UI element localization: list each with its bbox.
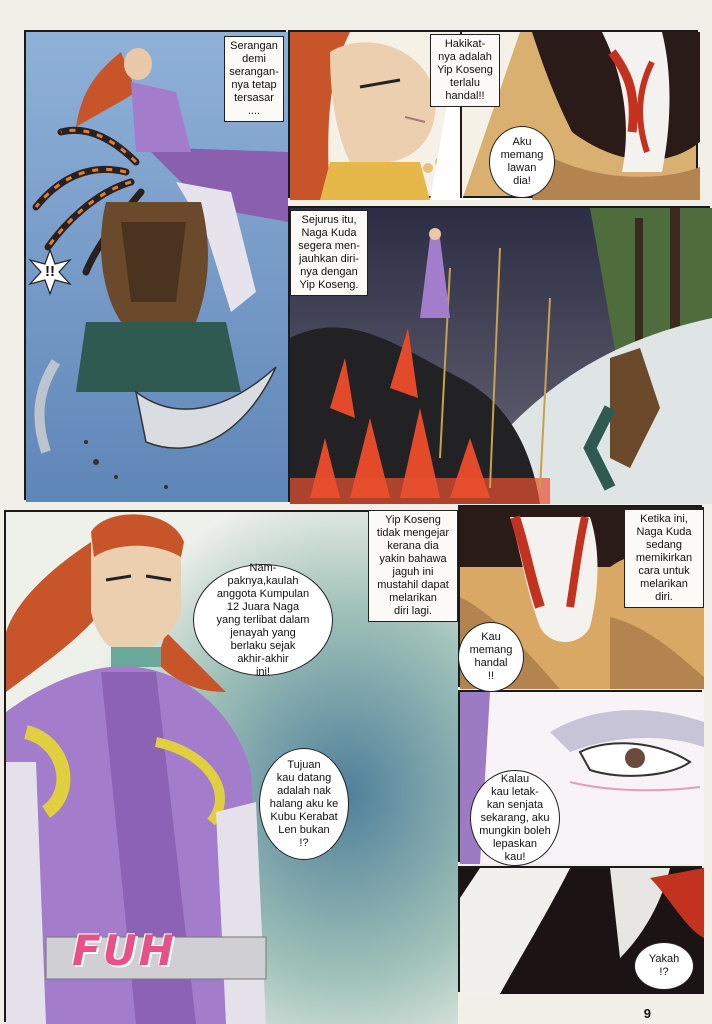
panel-5-bubble-bottom: Tujuan kau datang adalah nak halang aku ke Kubu Kerabat Len bukan !?: [259, 748, 349, 860]
panel-6-caption: Ketika ini, Naga Kuda sedang memikirkan cara untuk melarikan diri.: [624, 509, 704, 608]
exclamation-sfx-text: !!: [45, 263, 55, 280]
panel-5-bubble-top: Nam- paknya,kaulah anggota Kumpulan 12 Juara Naga yang terlibat dalam jenayah yang berlaku sejak akhir-akhir ini!: [193, 564, 333, 676]
panel-1: [24, 30, 286, 500]
panel-2-caption: Hakikat- nya adalah Yip Koseng terlalu handal!!: [430, 34, 500, 107]
exclamation-sfx: [28, 250, 72, 294]
panel-5: [4, 510, 456, 1022]
panel-4: [288, 206, 710, 502]
panel-1-caption: Serangan demi serangan- nya tetap tersasar ....: [224, 36, 284, 122]
panel-7: [458, 690, 702, 862]
panel-4-caption: Sejurus itu, Naga Kuda segera men- jauhkan diri- nya dengan Yip Koseng.: [290, 210, 368, 296]
panel-6: [458, 505, 702, 687]
panel-6-bubble: Kau memang handal !!: [458, 622, 524, 692]
panel-5-caption: Yip Koseng tidak mengejar kerana dia yakin bahawa jaguh ini mustahil dapat melarikan diri lagi.: [368, 510, 458, 622]
panel-8-bubble: Yakah !?: [634, 942, 694, 990]
panel-8: [458, 866, 702, 992]
fuh-sfx-text: FUH: [72, 926, 176, 975]
panel-3-bubble: Aku memang lawan dia!: [489, 126, 555, 198]
fuh-sfx: [72, 926, 176, 975]
panel-7-bubble: Kalau kau letak- kan senjata sekarang, aku mungkin boleh lepaskan kau!: [470, 770, 560, 866]
panel-2: [288, 30, 493, 198]
page-number: 9: [643, 1006, 651, 1021]
